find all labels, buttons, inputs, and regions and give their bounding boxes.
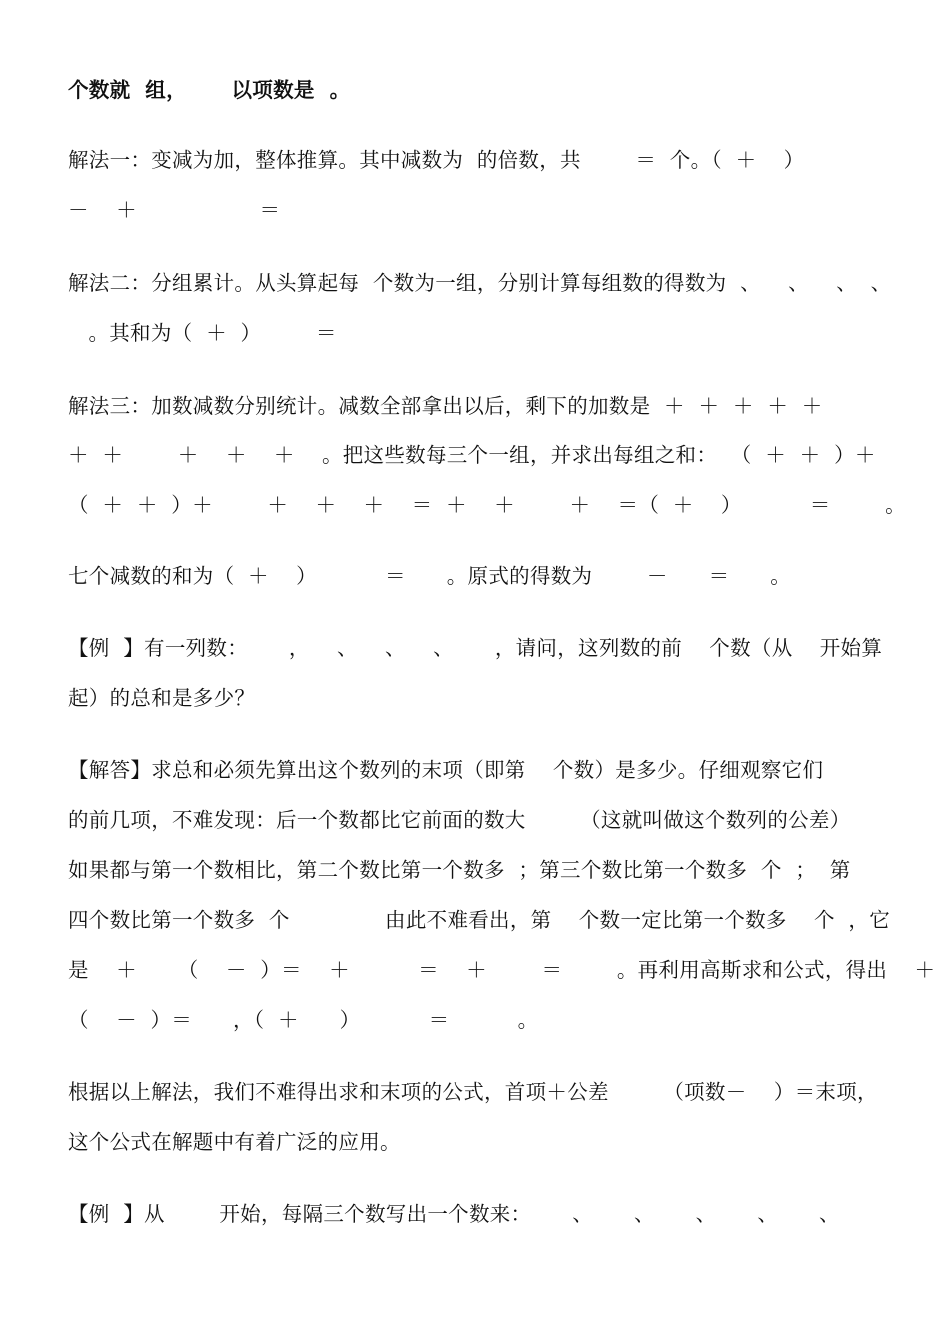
text-line-16: 是 ＋ （ － ）＝ ＋ ＝ ＋ ＝ 。再利用高斯求和公式，得出 ＋ xyxy=(68,958,936,982)
text-line-4: 解法二：分组累计。从头算起每 个数为一组，分别计算每组数的得数为 、 、 、 、 xyxy=(68,271,892,295)
text-line-5: 。其和为（ ＋ ） ＝ xyxy=(68,321,337,345)
text-line-15: 四个数比第一个数多 个 由此不难看出，第 个数一定比第一个数多 个 ，它 xyxy=(68,908,891,932)
text-line-18: 根据以上解法，我们不难得出求和末项的公式，首项＋公差 （项数－ ）＝末项， xyxy=(68,1080,878,1104)
text-line-10: 【例 】有一列数： ， 、 、 、 ，请问，这列数的前 个数（从 开始算 xyxy=(68,636,883,660)
text-line-13: 的前几项，不难发现：后一个数都比它前面的数大 （这就叫做这个数列的公差） xyxy=(68,808,851,832)
text-line-19: 这个公式在解题中有着广泛的应用。 xyxy=(68,1130,401,1154)
text-line-14: 如果都与第一个数相比，第二个数比第一个数多 ；第三个数比第一个数多 个 ； 第 xyxy=(68,858,851,882)
text-line-7: ＋ ＋ ＋ ＋ ＋ 。把这些数每三个一组，并求出每组之和： （ ＋ ＋ ）＋ xyxy=(68,443,876,467)
text-line-17: （ － ）＝ ，（ ＋ ） ＝ 。 xyxy=(68,1008,539,1032)
text-line-6: 解法三：加数减数分别统计。减数全部拿出以后，剩下的加数是 ＋ ＋ ＋ ＋ ＋ xyxy=(68,394,823,418)
text-line-8: （ ＋ ＋ ）＋ ＋ ＋ ＋ ＝ ＋ ＋ ＋ ＝（ ＋ ） ＝ 。 xyxy=(68,493,906,517)
text-line-1: 个数就 组， 以项数是 。 xyxy=(68,78,351,102)
text-line-9: 七个减数的和为（ ＋ ） ＝ 。原式的得数为 － ＝ 。 xyxy=(68,564,792,588)
text-line-11: 起）的总和是多少？ xyxy=(68,686,256,710)
text-line-12: 【解答】求总和必须先算出这个数列的末项（即第 个数）是多少。仔细观察它们 xyxy=(68,758,824,782)
text-line-2: 解法一：变减为加，整体推算。其中减数为 的倍数，共 ＝ 个。（ ＋ ） xyxy=(68,148,805,172)
text-line-20: 【例 】从 开始，每隔三个数写出一个数来： 、 、 、 、 、 xyxy=(68,1202,840,1226)
text-line-3: － ＋ ＝ xyxy=(68,198,281,222)
